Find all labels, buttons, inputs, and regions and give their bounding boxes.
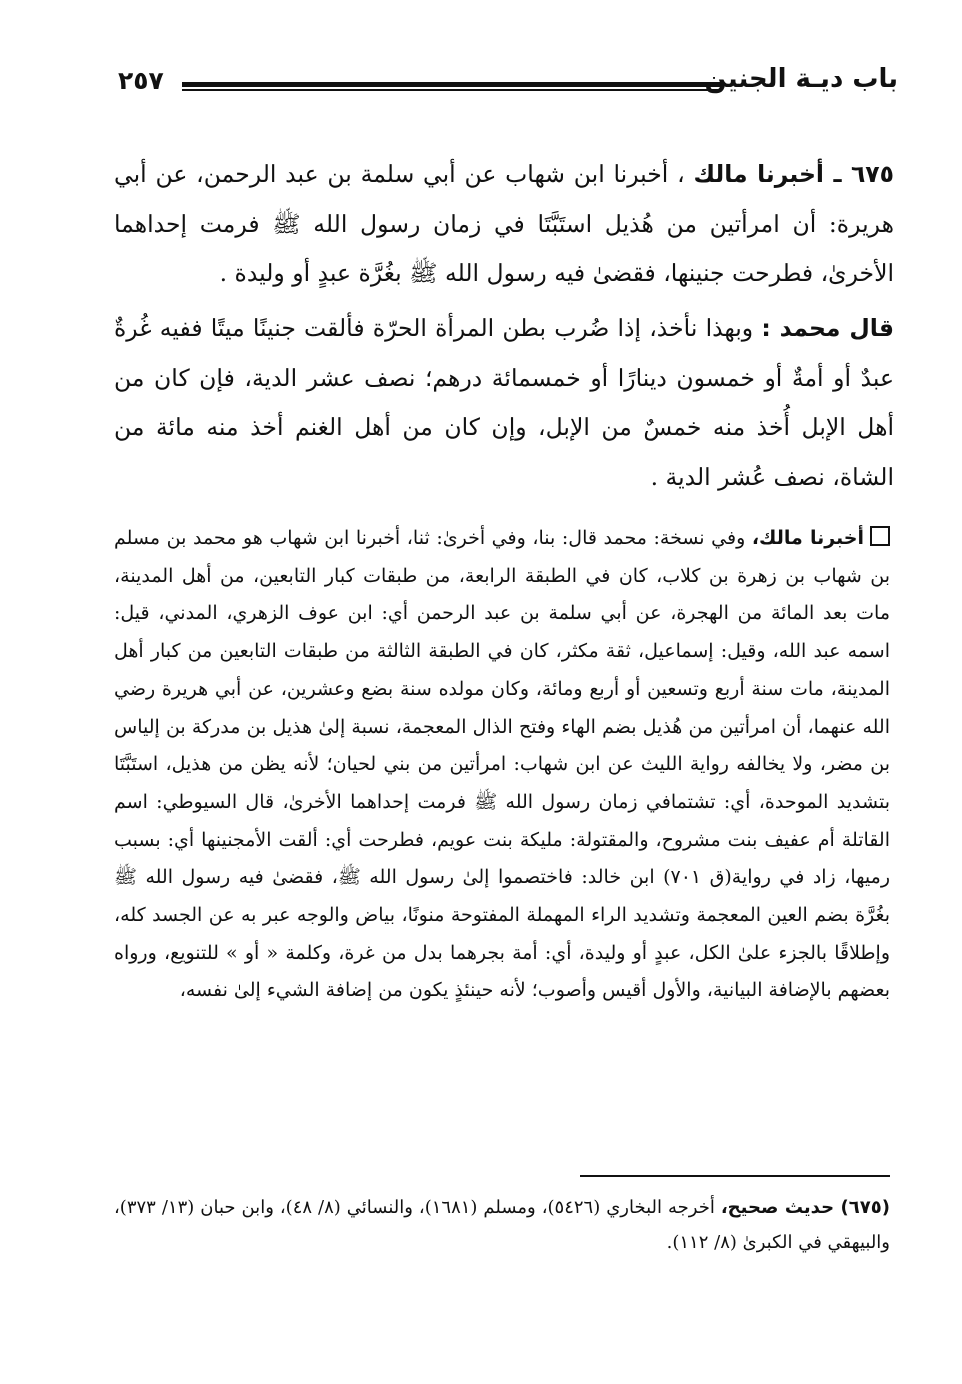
muhammad-saying-text: وبهذا نأخذ، إذا ضُرب بطن المرأة الحرّة فألقت جنينًا ميتًا ففيه غُرةٌ عبدٌ أو أمةٌ أو خمسون دينارًا أو خمسمائة درهم؛ نصف عشر الدية، فإن كان من أهل الإبل أُخذ منه خمسٌ من الإبل، وإن كان من أهل الغنم أخذ منه مائة من الشاة، نصف عُشر الدية .: [114, 314, 894, 491]
footnote-divider: [580, 1175, 890, 1177]
square-box-icon: [870, 526, 890, 546]
commentary-paragraph: [114, 520, 890, 1010]
footnote-lead: (٦٧٥) حديث صحيح،: [720, 1197, 890, 1218]
page-header: [118, 64, 898, 110]
commentary-lead: أخبرنا مالك،: [751, 527, 864, 549]
hadith-number-label: ٦٧٥ ـ أخبرنا مالك: [693, 160, 894, 188]
header-rule: [182, 82, 722, 91]
footnote-text: أخرجه البخاري (٥٤٢٦)، ومسلم (١٦٨١)، والنسائي (٨/ ٤٨)، وابن حبان (١٣/ ٣٧٣)، والبيهقي في الكبرىٰ (٨/ ١١٢).: [114, 1197, 890, 1253]
hadith-text: ، أخبرنا ابن شهاب عن أبي سلمة بن عبد الرحمن، عن أبي هريرة: أن امرأتين من هُذيل استَبَّتَا في زمان رسول الله ﷺ فرمت إحداهما الأخرىٰ، فطرحت جنينها، فقضىٰ فيه رسول الله ﷺ بغُرَّة عبدٍ أو وليدة .: [114, 160, 894, 287]
muhammad-saying-paragraph: [114, 304, 894, 502]
footnote: [114, 1190, 890, 1260]
page-number: ٢٥٧: [118, 66, 164, 95]
hadith-paragraph: [114, 150, 894, 299]
running-title: باب ديـة الجنين: [704, 64, 898, 94]
muhammad-saying-label: قال محمد :: [761, 314, 894, 342]
commentary-text: وفي نسخة: محمد قال: بنا، وفي أخرىٰ: ثنا، أخبرنا ابن شهاب هو محمد بن مسلم بن شهاب بن زهرة بن كلاب، كان في الطبقة الرابعة، من طبقات كبار التابعين، من أهل المدينة، مات بعد المائة من الهجرة، عن أبي سلمة بن عبد الرحمن أي: ابن عوف الزهري، المدني، قيل: اسمه عبد الله، وقيل: إسماعيل، ثقة مكثر، كان في الطبقة الثالثة من طبقات التابعين من كبار أهل المدينة، مات سنة أربع وتسعين أو أربع ومائة، وكان مولده سنة بضع وعشرين، عن أبي هريرة رضي الله عنهما، أن امرأتين من هُذيل بضم الهاء وفتح الذال المعجمة، نسبة إلىٰ هذيل بن مدركة بن إلياس بن مضر، ولا يخالفه رواية الليث عن ابن شهاب: امرأتين من بني لحيان؛ لأنه يظن من هذيل، استَبَّتَا بتشديد الموحدة، أي: تشتمافي زمان رسول الله ﷺ فرمت إحداهما الأخرىٰ، قال السيوطي: اسم القاتلة أم عفيف بنت مشروح، والمقتولة: مليكة بنت عويم، فطرحت أي: ألقت الأمجنينها أي: بسبب رميها، زاد في رواية(ق ٧٠١) ابن خالد: فاختصموا إلىٰ رسول الله ﷺ، فقضىٰ فيه رسول الله ﷺ بغُرَّة بضم العين المعجمة وتشديد الراء المهملة المفتوحة منونًا، بياض والوجه عبر به عن الجسد كله، وإطلاقًا بالجزء علىٰ الكل، عبدٍ أو وليدة، أي: أمة بجرهما بدل من غرة، وكلمة « أو » للتنويع، ورواه بعضهم بالإضافة البيانية، والأول أقيس وأصوب؛ لأنه حينئذٍ يكون من إضافة الشيء إلىٰ نفسه،: [114, 527, 890, 1002]
